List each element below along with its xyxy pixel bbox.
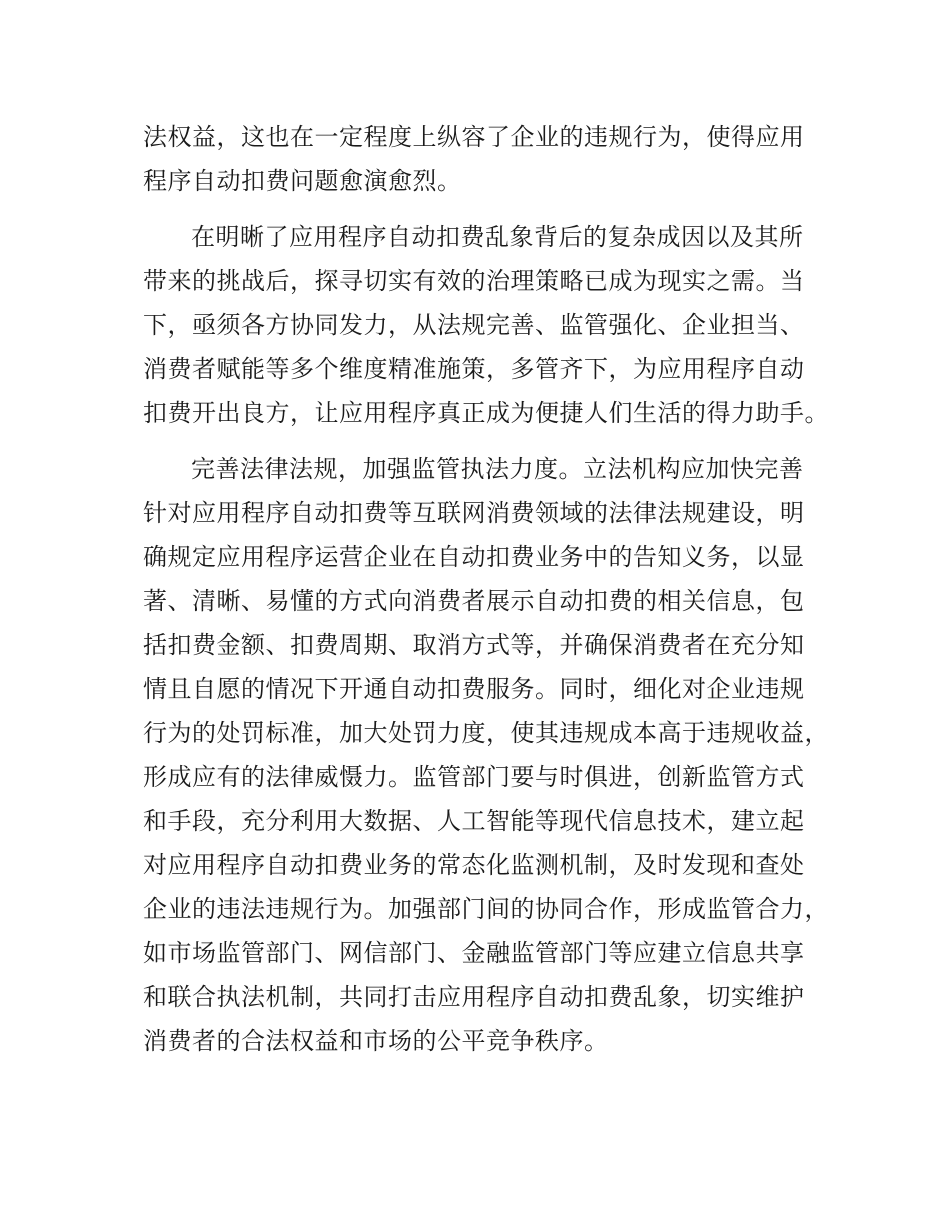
paragraph-3-line-11: 企业的违法违规行为。加强部门间的协同合作，形成监管合力，: [143, 895, 829, 923]
paragraph-1-line-2: 程序自动扣费问题愈演愈烈。: [143, 167, 462, 195]
paragraph-3-line-5: 括扣费金额、扣费周期、取消方式等，并确保消费者在充分知: [143, 631, 805, 659]
paragraph-3-line-3: 确规定应用程序运营企业在自动扣费业务中的告知义务，以显: [143, 543, 805, 571]
paragraph-3-line-10: 对应用程序自动扣费业务的常态化监测机制，及时发现和查处: [143, 851, 805, 879]
paragraph-2-line-5: 扣费开出良方，让应用程序真正成为便捷人们生活的得力助手。: [143, 399, 829, 427]
paragraph-3-line-4: 著、清晰、易懂的方式向消费者展示自动扣费的相关信息，包: [143, 587, 805, 615]
paragraph-3-line-1: 完善法律法规，加强监管执法力度。立法机构应加快完善: [191, 455, 804, 483]
paragraph-3-line-12: 如市场监管部门、网信部门、金融监管部门等应建立信息共享: [143, 939, 805, 967]
paragraph-2-line-1: 在明晰了应用程序自动扣费乱象背后的复杂成因以及其所: [191, 223, 804, 251]
paragraph-3-line-6: 情且自愿的情况下开通自动扣费服务。同时，细化对企业违规: [143, 675, 805, 703]
paragraph-3-line-8: 形成应有的法律威慑力。监管部门要与时俱进，创新监管方式: [143, 763, 805, 791]
paragraph-3-line-2: 针对应用程序自动扣费等互联网消费领域的法律法规建设，明: [143, 499, 805, 527]
paragraph-3-line-7: 行为的处罚标准，加大处罚力度，使其违规成本高于违规收益，: [143, 719, 829, 747]
paragraph-3-line-14: 消费者的合法权益和市场的公平竞争秩序。: [143, 1027, 609, 1055]
paragraph-3-line-9: 和手段，充分利用大数据、人工智能等现代信息技术，建立起: [143, 807, 805, 835]
paragraph-2-line-2: 带来的挑战后，探寻切实有效的治理策略已成为现实之需。当: [143, 267, 805, 295]
paragraph-3-line-13: 和联合执法机制，共同打击应用程序自动扣费乱象，切实维护: [143, 983, 805, 1011]
paragraph-2-line-3: 下，亟须各方协同发力，从法规完善、监管强化、企业担当、: [143, 311, 805, 339]
paragraph-1-line-1: 法权益，这也在一定程度上纵容了企业的违规行为，使得应用: [143, 123, 805, 151]
paragraph-2-line-4: 消费者赋能等多个维度精准施策，多管齐下，为应用程序自动: [143, 355, 805, 383]
